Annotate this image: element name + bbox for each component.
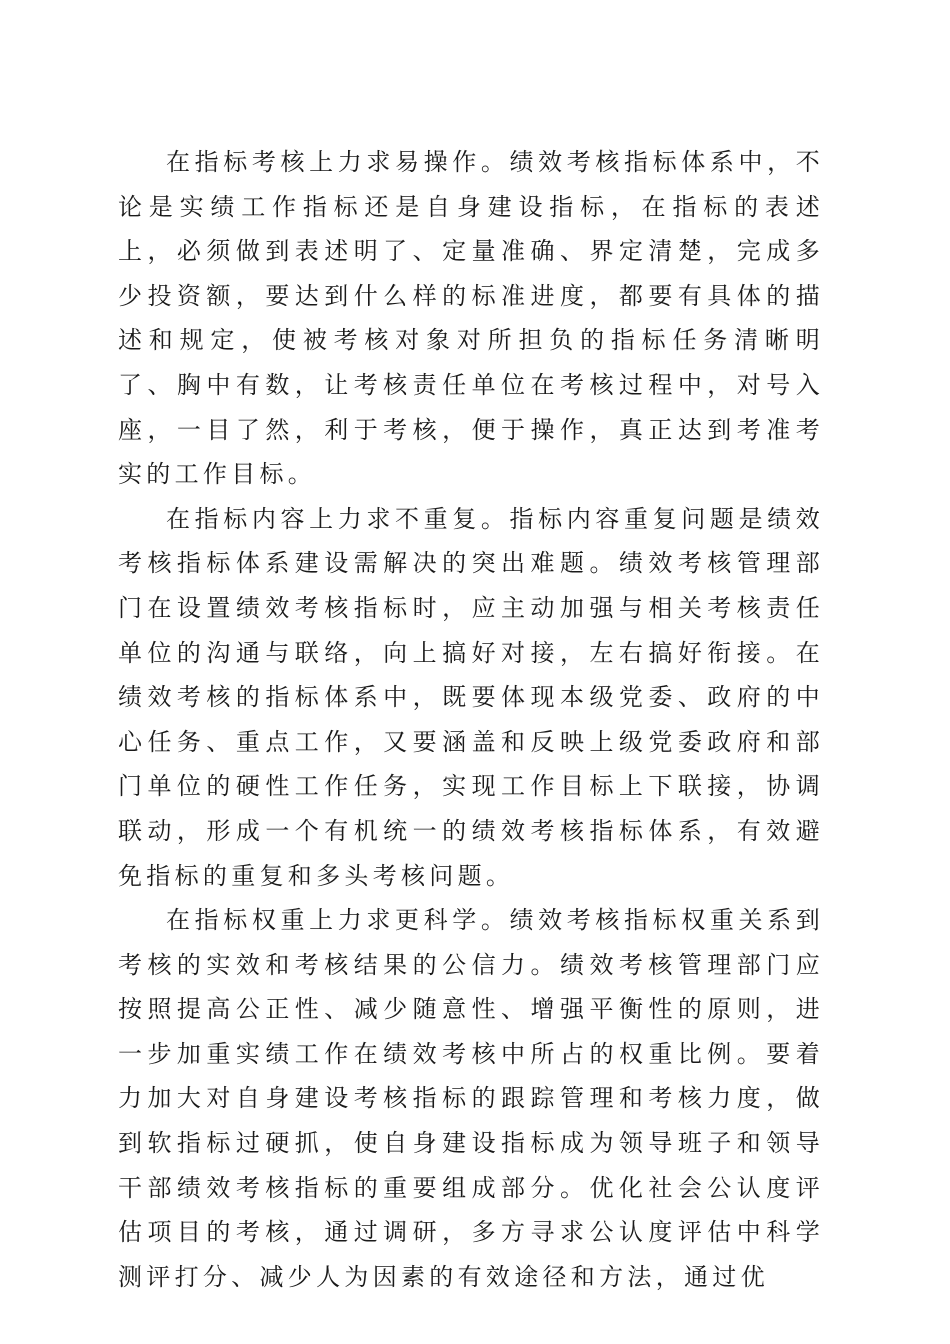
paragraph-weighting: 在指标权重上力求更科学。绩效考核指标权重关系到考核的实效和考核结果的公信力。绩效考核管理部门应按照提高公正性、减少随意性、增强平衡性的原则，进一步加重实绩工作在绩效考核中所占的权重比例。要着力加大对自身建设考核指标的跟踪管理和考核力度，做到软指标过硬抓，使自身建设指标成为领导班子和领导干部绩效考核指标的重要组成部分。优化社会公认度评估项目的考核，通过调研，多方寻求公认度评估中科学测评打分、减少人为因素的有效途径和方法，通过优 bbox=[118, 906, 824, 1291]
paragraph-non-duplication: 在指标内容上力求不重复。指标内容重复问题是绩效考核指标体系建设需解决的突出难题。绩效考核管理部门在设置绩效考核指标时，应主动加强与相关考核责任单位的沟通与联络，向上搞好对接，左右搞好衔接。在绩效考核的指标体系中，既要体现本级党委、政府的中心任务、重点工作，又要涵盖和反映上级党委政府和部门单位的硬性工作任务，实现工作目标上下联接，协调联动，形成一个有机统一的绩效考核指标体系，有效避免指标的重复和多头考核问题。 bbox=[118, 504, 824, 890]
paragraph-operability: 在指标考核上力求易操作。绩效考核指标体系中，不论是实绩工作指标还是自身建设指标，在指标的表述上，必须做到表述明了、定量准确、界定清楚，完成多少投资额，要达到什么样的标准进度，都要有具体的描述和规定，使被考核对象对所担负的指标任务清晰明了、胸中有数，让考核责任单位在考核过程中，对号入座，一目了然，利于考核，便于操作，真正达到考准考实的工作目标。 bbox=[118, 148, 824, 489]
document-body bbox=[118, 140, 824, 1299]
